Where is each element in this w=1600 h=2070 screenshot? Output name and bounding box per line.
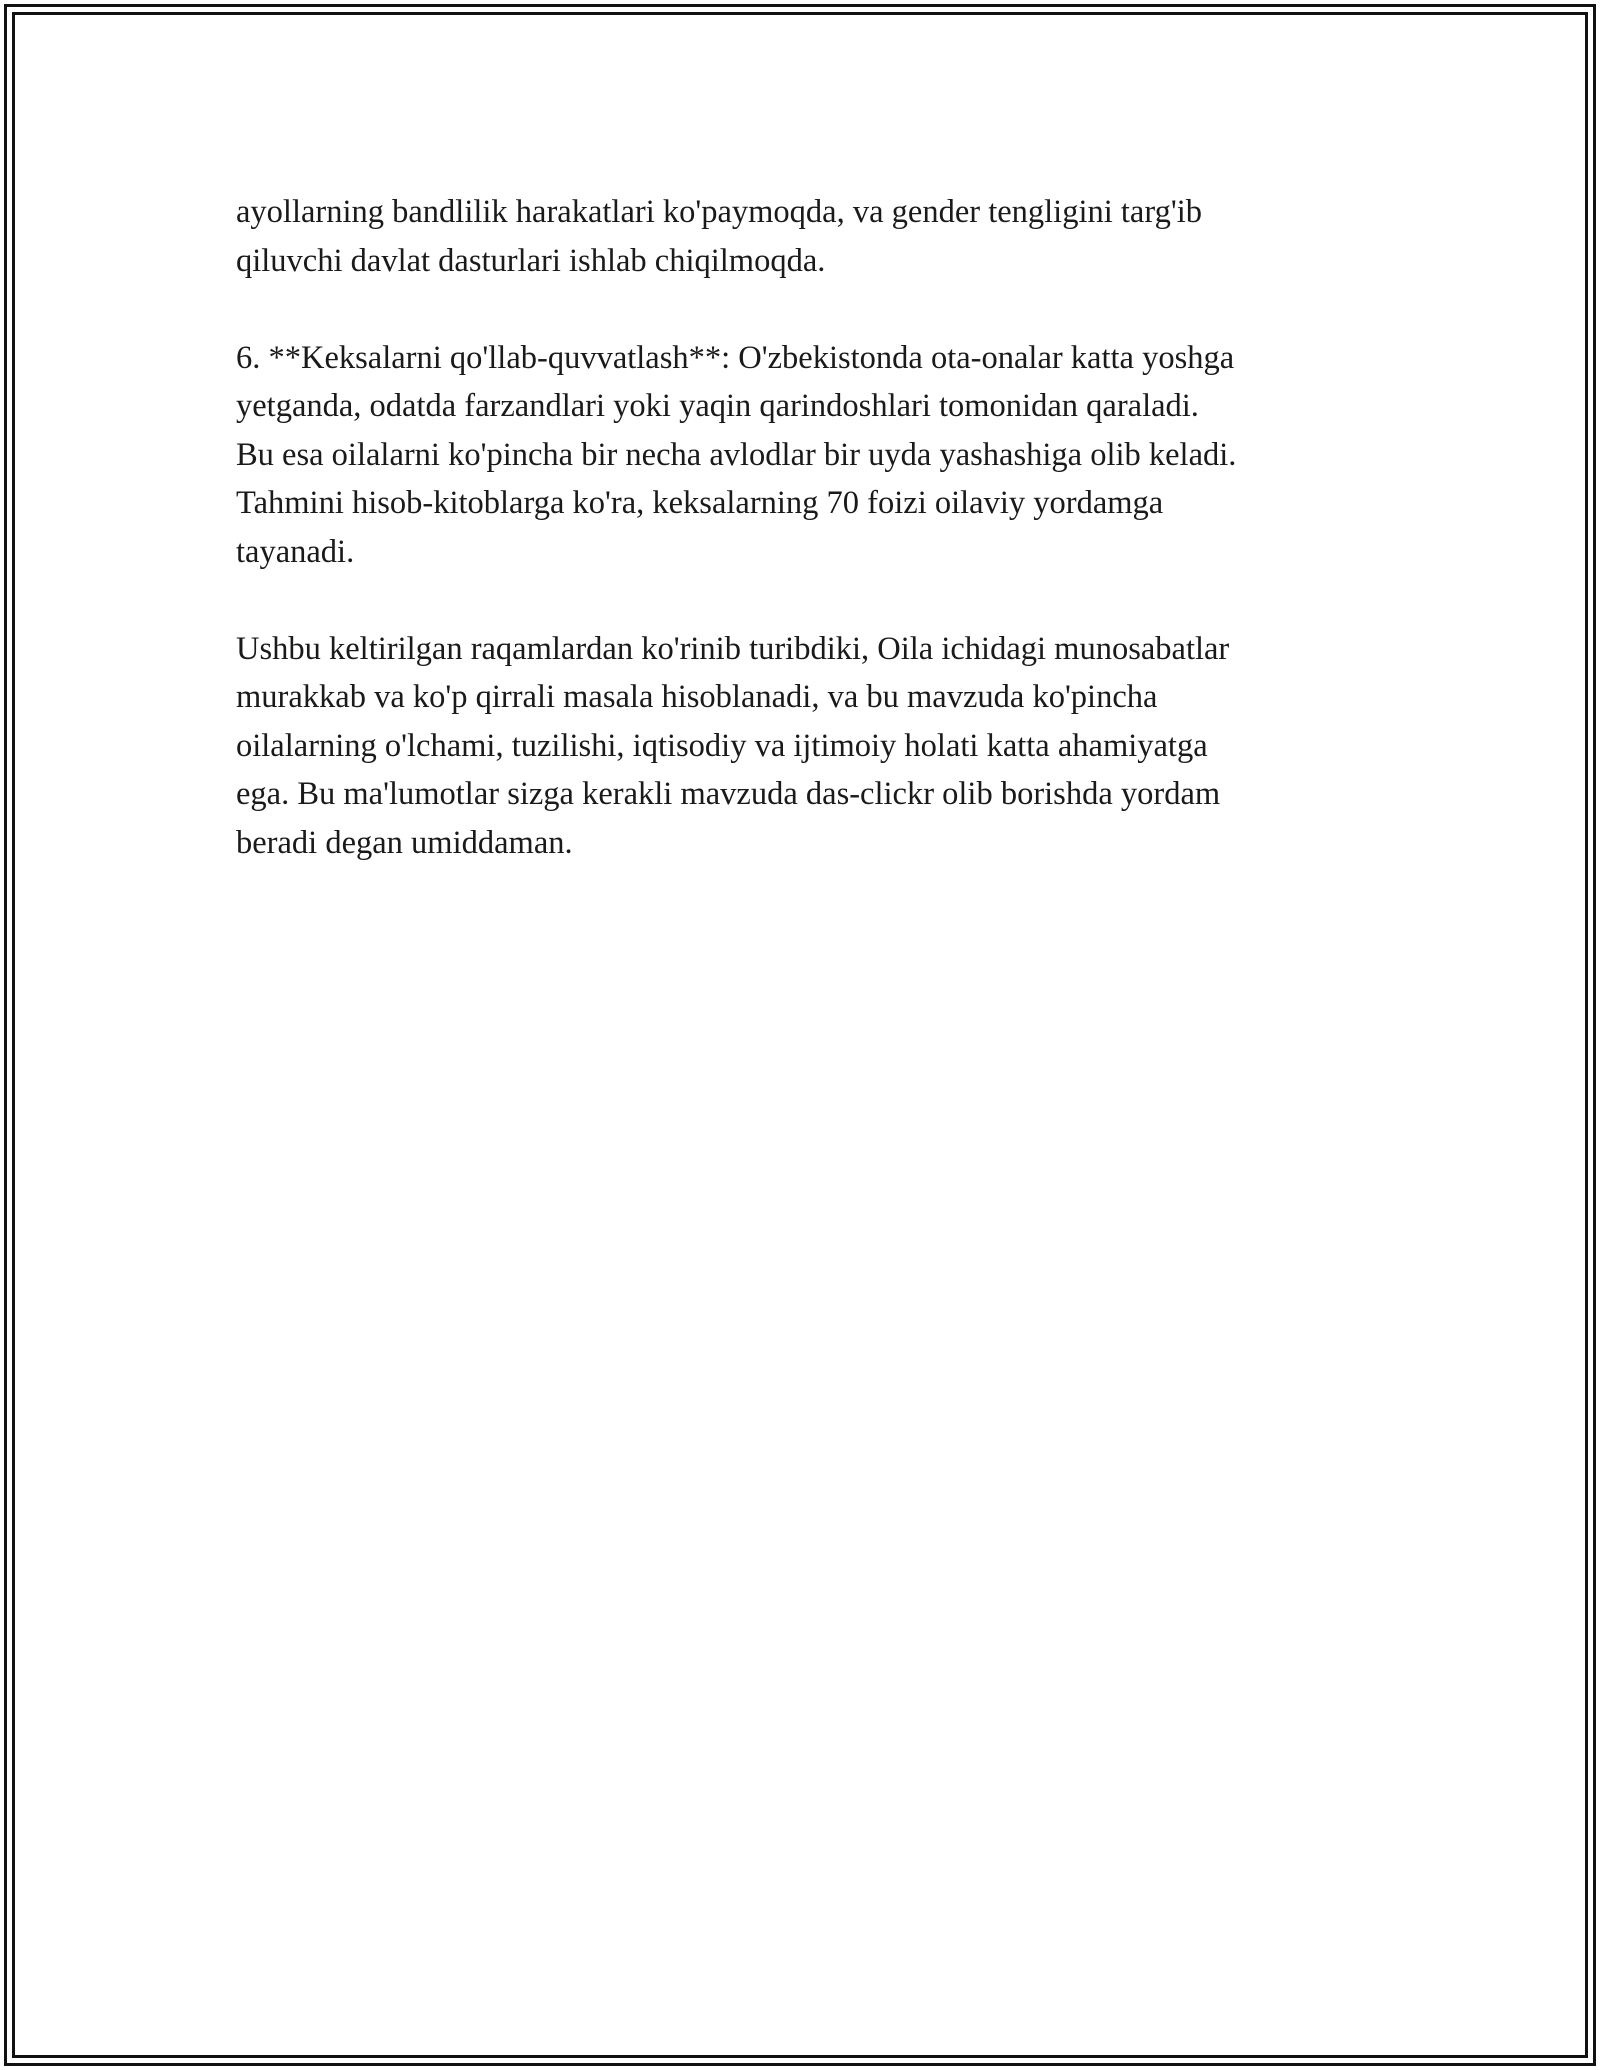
text-line: ega. Bu ma'lumotlar sizga kerakli mavzuda das-clickr olib borishda yordam	[236, 776, 1221, 812]
text-line: Bu esa oilalarni ko'pincha bir necha avlodlar bir uyda yashashiga olib keladi.	[236, 436, 1237, 473]
document-body	[236, 188, 1396, 867]
text-line: beradi degan umiddaman.	[236, 824, 573, 861]
paragraph-3	[236, 625, 1396, 868]
text-line: Tahmini hisob-kitoblarga ko'ra, keksalarning 70 foizi oilaviy yordamga	[236, 485, 1164, 521]
paragraph-1	[236, 188, 1396, 285]
paragraph-2	[236, 334, 1396, 577]
text-line: qiluvchi davlat dasturlari ishlab chiqilmoqda.	[236, 242, 826, 279]
text-line: 6. **Keksalarni qo'llab-quvvatlash**: O'zbekistonda ota-onalar katta yoshga	[236, 339, 1235, 376]
text-line: murakkab va ko'p qirrali masala hisoblanadi, va bu mavzuda ko'pincha	[236, 679, 1158, 715]
text-line: Ushbu keltirilgan raqamlardan ko'rinib turibdiki, Oila ichidagi munosabatlar	[236, 630, 1230, 667]
text-line: tayanadi.	[236, 533, 355, 570]
text-line: oilalarning o'lchami, tuzilishi, iqtisodiy va ijtimoiy holati katta ahamiyatga	[236, 727, 1208, 764]
text-line: ayollarning bandlilik harakatlari ko'paymoqda, va gender tengligini targ'ib	[236, 194, 1202, 230]
text-line: yetganda, odatda farzandlari yoki yaqin qarindoshlari tomonidan qaraladi.	[236, 388, 1199, 424]
